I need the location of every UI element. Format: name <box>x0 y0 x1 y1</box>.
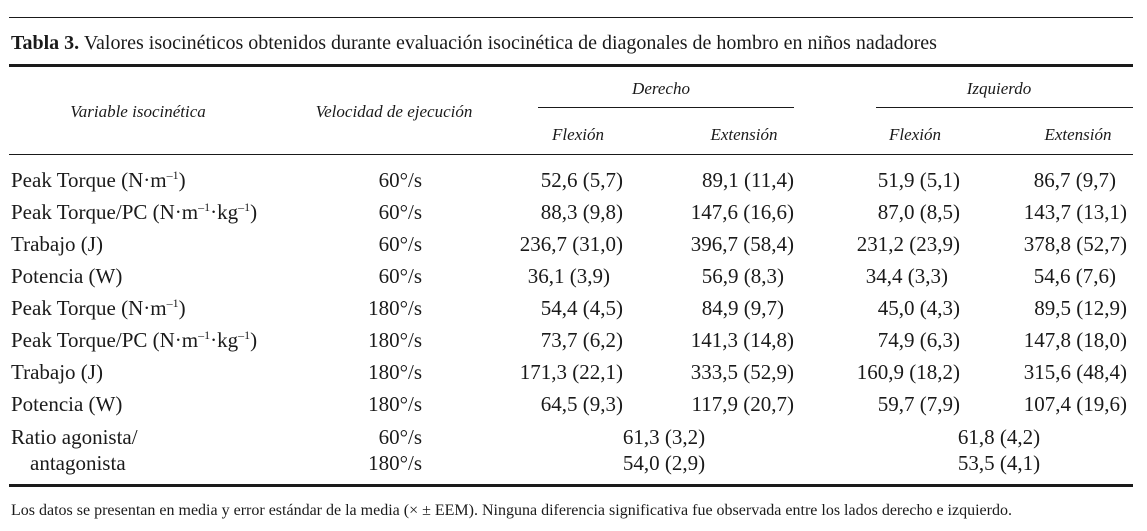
header-variable: Variable isocinética <box>70 102 206 121</box>
ratio-velocidad-60: 60°/s <box>378 425 422 449</box>
row-der-extension: 333,5 (52,9) <box>690 360 794 384</box>
row-variable: Peak Torque/PC $(N\cdot m^{-1}\cdot kg^{-1})$ <box>11 328 258 352</box>
table-footnote: Los datos se presentan en media y error estándar de la media (× ± EEM). Ninguna diferencia significativa fue observada entre los lados derecho e izquierdo. <box>11 502 1012 519</box>
caption-label: Tabla 3. <box>11 32 80 54</box>
row-der-extension: 56,9 (8,3) <box>701 264 784 288</box>
row-izq-extension: 315,6 (48,4) <box>1023 360 1127 384</box>
ratio-derecho-60: 61,3 (3,2) <box>622 425 706 449</box>
caption-text: Valores isocinéticos obtenidos durante evaluación isocinética de diagonales de hombro en niños nadadores <box>83 32 937 54</box>
row-velocidad: 60°/s <box>378 264 422 288</box>
row-izq-extension: 89,5 (12,9) <box>1034 296 1127 320</box>
izquierdo-rule <box>876 107 1133 108</box>
row-izq-extension: 378,8 (52,7) <box>1023 232 1127 256</box>
bottom-rule <box>9 484 1133 487</box>
row-der-extension: 147,6 (16,6) <box>690 200 794 224</box>
row-velocidad: 180°/s <box>368 392 422 416</box>
header-izquierdo: Izquierdo <box>966 79 1032 98</box>
row-variable: Peak Torque $(N\cdot m^{-1})$ <box>11 296 186 320</box>
row-der-flexion: 236,7 (31,0) <box>519 232 623 256</box>
row-izq-flexion: 231,2 (23,9) <box>856 232 960 256</box>
row-izq-flexion: 59,7 (7,9) <box>877 392 960 416</box>
header-der-extension: Extensión <box>710 125 778 144</box>
row-der-flexion: 64,5 (9,3) <box>540 392 623 416</box>
row-izq-flexion: 34,4 (3,3) <box>865 264 948 288</box>
row-variable: Potencia (W) <box>11 392 123 416</box>
row-der-extension: 141,3 (14,8) <box>690 328 794 352</box>
row-velocidad: 180°/s <box>368 360 422 384</box>
row-variable: Trabajo (J) <box>11 232 103 256</box>
row-izq-extension: 54,6 (7,6) <box>1033 264 1116 288</box>
row-izq-flexion: 51,9 (5,1) <box>877 168 960 192</box>
row-izq-flexion: 45,0 (4,3) <box>877 296 960 320</box>
row-variable: Trabajo (J) <box>11 360 103 384</box>
row-der-flexion: 54,4 (4,5) <box>540 296 623 320</box>
ratio-derecho-180: 54,0 (2,9) <box>622 451 706 475</box>
header-rule <box>9 154 1133 155</box>
row-velocidad: 60°/s <box>378 200 422 224</box>
row-izq-extension: 143,7 (13,1) <box>1023 200 1127 224</box>
caption-rule <box>9 64 1133 67</box>
derecho-rule <box>538 107 794 108</box>
ratio-izquierdo-60: 61,8 (4,2) <box>957 425 1041 449</box>
top-rule <box>9 17 1133 18</box>
row-velocidad: 180°/s <box>368 296 422 320</box>
header-der-flexion: Flexión <box>552 125 604 144</box>
row-der-flexion: 171,3 (22,1) <box>519 360 623 384</box>
row-izq-extension: 147,8 (18,0) <box>1023 328 1127 352</box>
table-caption <box>11 31 937 55</box>
row-variable: Peak Torque/PC $(N\cdot m^{-1}\cdot kg^{-1})$ <box>11 200 258 224</box>
row-variable: Peak Torque $(N\cdot m^{-1})$ <box>11 168 186 192</box>
row-izq-flexion: 87,0 (8,5) <box>877 200 960 224</box>
row-der-extension: 396,7 (58,4) <box>690 232 794 256</box>
ratio-label-line2: antagonista <box>30 451 126 475</box>
ratio-velocidad-180: 180°/s <box>368 451 422 475</box>
ratio-label-line1: Ratio agonista/ <box>11 425 138 449</box>
row-izq-flexion: 74,9 (6,3) <box>877 328 960 352</box>
row-izq-extension: 86,7 (9,7) <box>1033 168 1116 192</box>
row-izq-flexion: 160,9 (18,2) <box>856 360 960 384</box>
row-der-extension: 89,1 (11,4) <box>702 168 794 192</box>
row-der-flexion: 52,6 (5,7) <box>540 168 623 192</box>
header-derecho: Derecho <box>632 79 690 98</box>
row-der-flexion: 73,7 (6,2) <box>540 328 623 352</box>
row-velocidad: 60°/s <box>378 232 422 256</box>
row-der-flexion: 36,1 (3,9) <box>527 264 610 288</box>
row-der-flexion: 88,3 (9,8) <box>540 200 623 224</box>
header-velocidad: Velocidad de ejecución <box>315 102 473 121</box>
row-der-extension: 84,9 (9,7) <box>701 296 784 320</box>
header-izq-flexion: Flexión <box>889 125 941 144</box>
row-izq-extension: 107,4 (19,6) <box>1023 392 1127 416</box>
row-der-extension: 117,9 (20,7) <box>691 392 794 416</box>
row-velocidad: 180°/s <box>368 328 422 352</box>
header-izq-extension: Extensión <box>1044 125 1112 144</box>
row-velocidad: 60°/s <box>378 168 422 192</box>
ratio-izquierdo-180: 53,5 (4,1) <box>957 451 1041 475</box>
row-variable: Potencia (W) <box>11 264 123 288</box>
